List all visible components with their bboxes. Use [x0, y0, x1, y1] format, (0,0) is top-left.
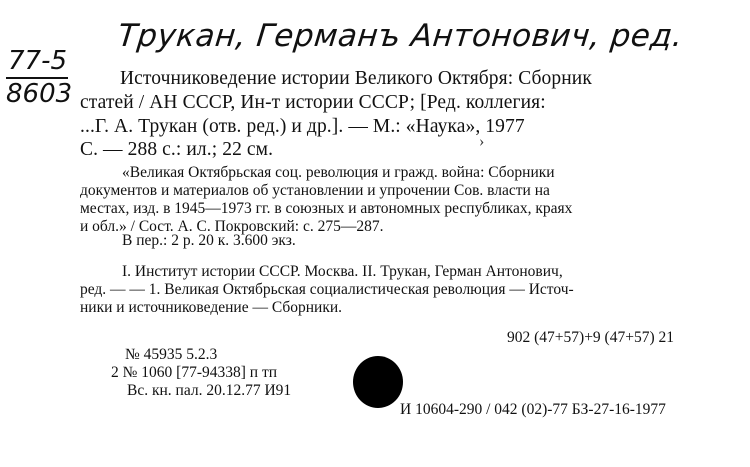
main-entry-line-1: Источниковедение истории Великого Октября: Сборник — [120, 68, 592, 89]
note-line-3: местах, изд. в 1945—1973 гг. в союзных и автономных республиках, краях — [80, 200, 573, 217]
handwritten-shelf-code-top: 77-5 — [8, 46, 68, 76]
main-entry-line-3: ...Г. А. Трукан (отв. ред.) и др.]. — М.: «Наука», 1977 — [80, 116, 525, 137]
chamber-signature-line: Вс. кн. пал. 20.12.77 И91 — [127, 382, 292, 399]
handwritten-author-note: Трукан, Германъ Антонович, ред. — [116, 18, 685, 54]
main-entry-line-4: С. — 288 с.: ил.; 22 см. — [80, 139, 274, 160]
main-entry-line-2: статей / АН СССР, Ин-т истории СССР; [Ред. коллегия: — [80, 92, 546, 113]
classification-code: 902 (47+57)+9 (47+57) 21 — [507, 329, 674, 346]
stray-mark: › — [479, 133, 485, 150]
subject-line-3: ники и источниковедение — Сборники. — [80, 299, 343, 316]
subject-line-2: ред. — — 1. Великая Октябрьская социалистическая революция — Источ- — [80, 281, 574, 298]
punch-hole — [353, 356, 403, 408]
note-line-2: документов и материалов об установлении и упрочении Сов. власти на — [80, 182, 550, 199]
technical-code: И 10604-290 / 042 (02)-77 БЗ-27-16-1977 — [400, 401, 666, 418]
note-line-1: «Великая Октябрьская соц. революция и гражд. война: Сборники — [122, 164, 555, 181]
handwritten-shelf-code-bottom: 8603 — [6, 79, 73, 109]
price-and-print-run: В пер.: 2 р. 20 к. 3.600 экз. — [122, 232, 296, 249]
subject-line-1: I. Институт истории СССР. Москва. II. Трукан, Герман Антонович, — [122, 263, 563, 280]
order-number: № 45935 5.2.3 — [125, 346, 218, 363]
copies-line: 2 № 1060 [77-94338] п тп — [111, 364, 278, 381]
note-line-4: и обл.» / Сост. А. С. Покровский: с. 275—287. — [80, 218, 384, 235]
